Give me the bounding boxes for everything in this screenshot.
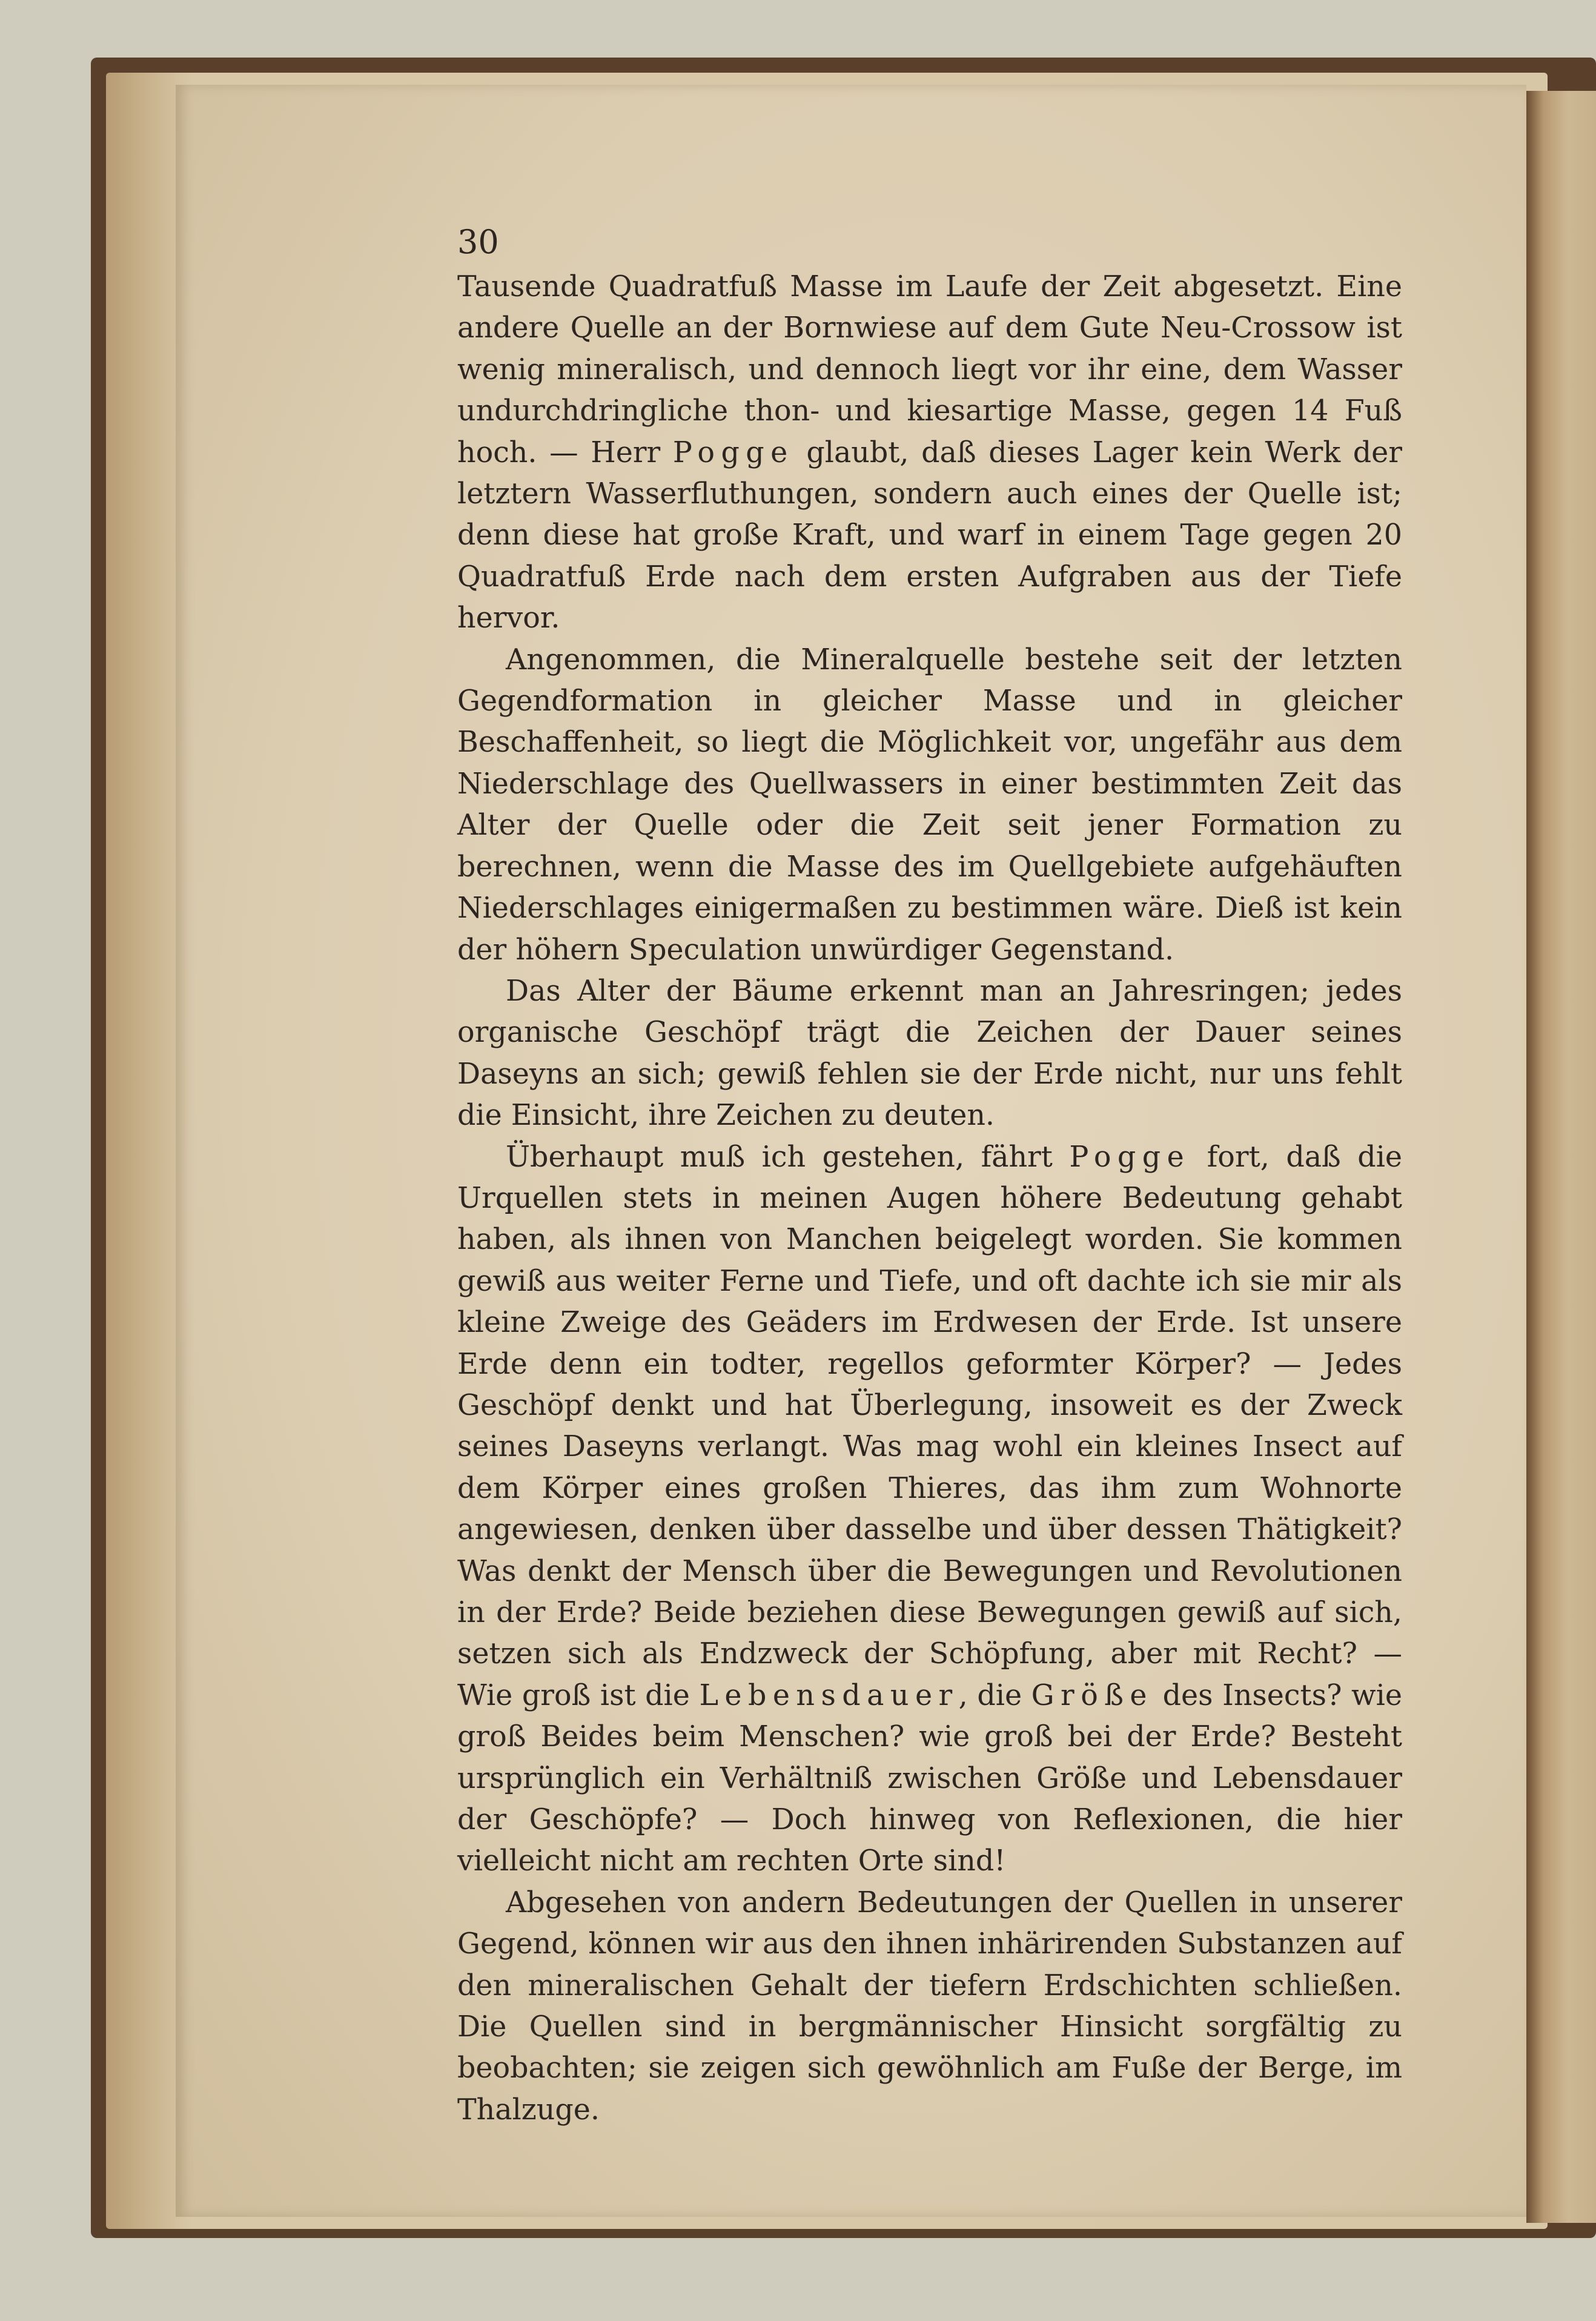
emphasized-name: Pogge bbox=[1069, 1140, 1191, 1174]
text-run: glaubt, daß dieses Lager kein Werk der letztern Wasserfluthungen, sondern auch eines der Quelle ist; denn diese hat große Kraft, und warf in einem Tage gegen 20 Quadratfuß Erde nach dem ersten Aufgraben aus der Tiefe hervor. bbox=[457, 435, 1402, 635]
emphasized-name: Lebensdauer bbox=[699, 1678, 959, 1712]
emphasized-name: Größe bbox=[1031, 1678, 1153, 1712]
body-text bbox=[457, 267, 1402, 2131]
text-run: Angenommen, die Mineralquelle bestehe seit der letzten Gegendformation in gleicher Masse und in gleicher Beschaffenheit, so liegt die Möglichkeit vor, ungefähr aus dem Niederschlage des Quellwassers in einer bestimmten Zeit das Alter der Quelle oder die Zeit seit jener Formation zu berechnen, wenn die Masse des im Quellgebiete aufgehäuften Niederschlages einigermaßen zu bestimmen wäre. Dieß ist kein der höhern Speculation unwürdiger Gegenstand. bbox=[457, 643, 1402, 967]
text-run: , die bbox=[958, 1678, 1031, 1712]
text-run: Das Alter der Bäume erkennt man an Jahresringen; jedes organische Geschöpf trägt die Zeichen der Dauer seines Daseyns an sich; gewiß fehlen sie der Erde nicht, nur uns fehlt die Einsicht, ihre Zeichen zu deuten. bbox=[457, 974, 1402, 1133]
text-run: Abgesehen von andern Bedeutungen der Quellen in unserer Gegend, können wir aus den ihnen inhärirenden Substanzen auf den mineralischen Gehalt der tiefern Erdschichten schließen. Die Quellen sind in bergmännischer Hinsicht sorgfältig zu beobachten; sie zeigen sich gewöhnlich am Fuße der Berge, im Thalzuge. bbox=[457, 1886, 1402, 2127]
paragraph bbox=[457, 267, 1402, 640]
facing-page-edge bbox=[1526, 91, 1596, 2223]
text-run: Tausende Quadratfuß Masse im Laufe der Zeit abgesetzt. Eine andere Quelle an der Bornwiese auf dem Gute Neu-Crossow ist wenig mineralisch, und dennoch liegt vor ihr eine, dem Wasser undurchdringliche thon- und kiesartige Masse, gegen 14 Fuß hoch. — Herr bbox=[457, 270, 1402, 469]
paragraph bbox=[457, 1882, 1402, 2131]
page-number: 30 bbox=[457, 223, 499, 261]
paragraph bbox=[457, 971, 1402, 1137]
text-run: Überhaupt muß ich gestehen, fährt bbox=[506, 1140, 1070, 1174]
text-run: fort, daß die Urquellen stets in meinen Augen höhere Bedeutung gehabt haben, als ihnen von Manchen beigelegt worden. Sie kommen gewiß aus weiter Ferne und Tiefe, und oft dachte ich sie mir als kleine Zweige des Geäders im Erdwesen der Erde. Ist unsere Erde denn ein todter, regellos geformter Körper? — Jedes Geschöpf denkt und hat Überlegung, insoweit es der Zweck seines Daseyns verlangt. Was mag wohl ein kleines Insect auf dem Körper eines großen Thieres, das ihm zum Wohnorte angewiesen, denken über dasselbe und über dessen Thätigkeit? Was denkt der Mensch über die Bewegungen und Revolutionen in der Erde? Beide beziehen diese Bewegungen gewiß auf sich, setzen sich als Endzweck der Schöpfung, aber mit Recht? — Wie groß ist die bbox=[457, 1140, 1402, 1712]
text-run: des Insects? wie groß Beides beim Menschen? wie groß bei der Erde? Besteht ursprünglich ein Verhältniß zwischen Größe und Lebensdauer der Geschöpfe? — Doch hinweg von Reflexionen, die hier vielleicht nicht am rechten Orte sind! bbox=[457, 1678, 1402, 1878]
paragraph bbox=[457, 640, 1402, 971]
paragraph bbox=[457, 1137, 1402, 1882]
emphasized-name: Pogge bbox=[672, 435, 794, 469]
